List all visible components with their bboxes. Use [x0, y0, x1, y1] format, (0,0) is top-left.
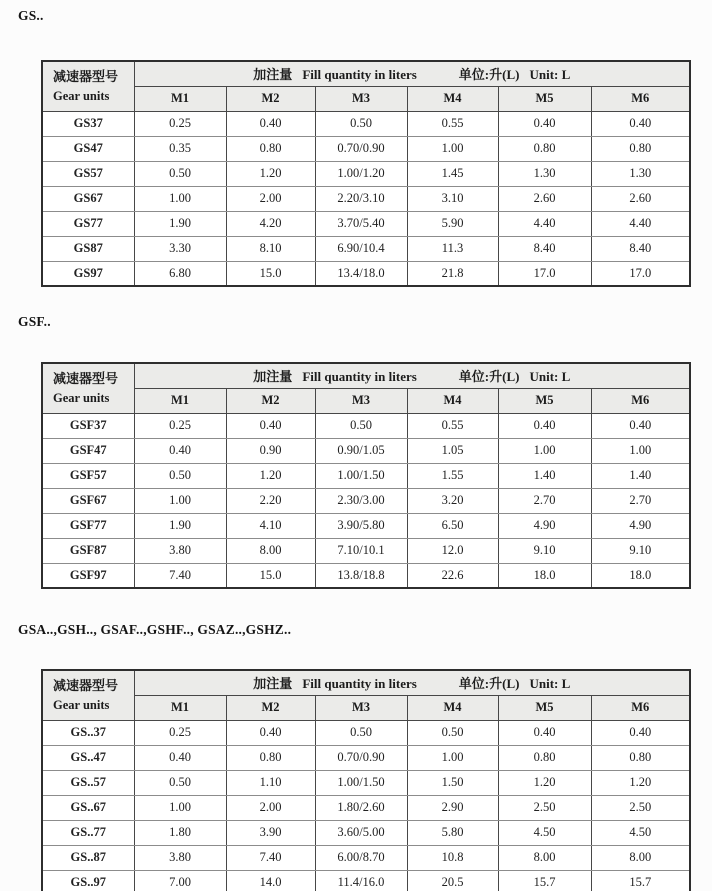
fill-value-cell: 3.30 — [134, 236, 226, 261]
fill-value-cell: 0.80 — [591, 136, 690, 161]
table-body — [42, 413, 690, 588]
fill-value-cell: 3.70/5.40 — [315, 211, 407, 236]
fill-value-cell: 0.40 — [134, 438, 226, 463]
fill-value-cell: 1.00/1.50 — [315, 463, 407, 488]
unit-label-zh: 单位:升(L) — [458, 676, 520, 692]
gear-model-cell: GS97 — [42, 261, 134, 286]
fill-value-cell: 0.25 — [134, 413, 226, 438]
section-heading-gsf: GSF.. — [18, 314, 51, 329]
table-row — [42, 261, 690, 286]
table-body — [42, 111, 690, 286]
fill-value-cell: 8.40 — [498, 236, 591, 261]
fill-value-cell: 0.40 — [591, 720, 690, 745]
fill-quantity-label-en: Fill quantity in liters — [302, 67, 417, 83]
column-header-m6: M6 — [591, 388, 690, 413]
gear-model-cell: GS77 — [42, 211, 134, 236]
fill-value-cell: 13.4/18.0 — [315, 261, 407, 286]
fill-value-cell: 5.80 — [407, 820, 498, 845]
fill-value-cell: 1.55 — [407, 463, 498, 488]
fill-value-cell: 0.40 — [134, 745, 226, 770]
fill-value-cell: 5.90 — [407, 211, 498, 236]
fill-value-cell: 4.50 — [591, 820, 690, 845]
gear-model-cell: GS..97 — [42, 870, 134, 891]
gear-model-cell: GS..57 — [42, 770, 134, 795]
fill-value-cell: 3.90/5.80 — [315, 513, 407, 538]
gear-model-cell: GSF87 — [42, 538, 134, 563]
m-columns-row — [42, 388, 690, 413]
fill-value-cell: 0.40 — [226, 413, 315, 438]
fill-value-cell: 1.05 — [407, 438, 498, 463]
fill-value-cell: 0.40 — [591, 111, 690, 136]
gear-model-cell: GS47 — [42, 136, 134, 161]
table-row — [42, 211, 690, 236]
unit-label-en: Unit: L — [529, 369, 571, 385]
table-row — [42, 563, 690, 588]
fill-value-cell: 9.10 — [591, 538, 690, 563]
fill-value-cell: 7.40 — [226, 845, 315, 870]
table-row — [42, 745, 690, 770]
gear-units-header — [42, 363, 134, 413]
gear-units-label-zh: 减速器型号 — [53, 68, 119, 84]
section-heading-gsa-gsh: GSA..,GSH.., GSAF..,GSHF.., GSAZ..,GSHZ.. — [18, 622, 292, 637]
fill-value-cell: 17.0 — [498, 261, 591, 286]
table-row — [42, 795, 690, 820]
fill-value-cell: 0.40 — [498, 720, 591, 745]
fill-value-cell: 21.8 — [407, 261, 498, 286]
fill-value-cell: 0.50 — [315, 413, 407, 438]
unit-label-en: Unit: L — [529, 67, 571, 83]
unit-label-zh: 单位:升(L) — [458, 67, 520, 83]
column-header-m3: M3 — [315, 695, 407, 720]
fill-value-cell: 1.00/1.20 — [315, 161, 407, 186]
fill-value-cell: 0.50 — [134, 463, 226, 488]
fill-value-cell: 14.0 — [226, 870, 315, 891]
fill-value-cell: 0.55 — [407, 111, 498, 136]
m-columns-row — [42, 86, 690, 111]
fill-value-cell: 1.80 — [134, 820, 226, 845]
gear-units-header — [42, 670, 134, 720]
fill-value-cell: 0.35 — [134, 136, 226, 161]
unit-label-zh: 单位:升(L) — [458, 369, 520, 385]
fill-value-cell: 1.80/2.60 — [315, 795, 407, 820]
gear-model-cell: GSF67 — [42, 488, 134, 513]
fill-value-cell: 1.50 — [407, 770, 498, 795]
fill-value-cell: 2.00 — [226, 795, 315, 820]
table-row — [42, 770, 690, 795]
fill-value-cell: 20.5 — [407, 870, 498, 891]
fill-value-cell: 15.0 — [226, 261, 315, 286]
fill-value-cell: 1.90 — [134, 211, 226, 236]
fill-value-cell: 4.20 — [226, 211, 315, 236]
fill-value-cell: 8.00 — [498, 845, 591, 870]
fill-value-cell: 1.45 — [407, 161, 498, 186]
fill-value-cell: 1.00 — [407, 745, 498, 770]
column-header-m2: M2 — [226, 388, 315, 413]
fill-value-cell: 2.00 — [226, 186, 315, 211]
column-header-m5: M5 — [498, 695, 591, 720]
fill-value-cell: 4.90 — [591, 513, 690, 538]
fill-value-cell: 4.50 — [498, 820, 591, 845]
column-header-m2: M2 — [226, 86, 315, 111]
fill-value-cell: 1.00 — [591, 438, 690, 463]
fill-value-cell: 7.40 — [134, 563, 226, 588]
fill-value-cell: 2.20/3.10 — [315, 186, 407, 211]
fill-quantity-header — [134, 363, 690, 388]
fill-value-cell: 0.25 — [134, 111, 226, 136]
column-header-m4: M4 — [407, 695, 498, 720]
fill-value-cell: 7.10/10.1 — [315, 538, 407, 563]
fill-value-cell: 1.40 — [591, 463, 690, 488]
fill-value-cell: 6.50 — [407, 513, 498, 538]
fill-value-cell: 1.00 — [134, 186, 226, 211]
fill-value-cell: 15.7 — [591, 870, 690, 891]
table-header — [42, 61, 690, 111]
fill-value-cell: 1.00 — [407, 136, 498, 161]
fill-value-cell: 0.50 — [315, 720, 407, 745]
fill-value-cell: 2.70 — [498, 488, 591, 513]
table-body — [42, 720, 690, 891]
fill-value-cell: 1.10 — [226, 770, 315, 795]
fill-value-cell: 22.6 — [407, 563, 498, 588]
gear-units-label-zh: 减速器型号 — [53, 677, 119, 693]
fill-value-cell: 8.00 — [226, 538, 315, 563]
fill-value-cell: 2.70 — [591, 488, 690, 513]
section-heading-gs: GS.. — [18, 8, 44, 23]
fill-quantity-label-en: Fill quantity in liters — [302, 369, 417, 385]
fill-quantity-header — [134, 670, 690, 695]
fill-value-cell: 8.40 — [591, 236, 690, 261]
table-row — [42, 111, 690, 136]
gear-model-cell: GS..87 — [42, 845, 134, 870]
gear-units-label-en: Gear units — [53, 88, 110, 103]
column-header-m3: M3 — [315, 86, 407, 111]
gear-model-cell: GSF47 — [42, 438, 134, 463]
fill-quantity-label-zh: 加注量 — [253, 67, 293, 83]
fill-value-cell: 0.80 — [591, 745, 690, 770]
fill-value-cell: 11.3 — [407, 236, 498, 261]
fill-value-cell: 7.00 — [134, 870, 226, 891]
fill-value-cell: 0.50 — [315, 111, 407, 136]
gear-units-label-en: Gear units — [53, 390, 110, 405]
gear-model-cell: GSF37 — [42, 413, 134, 438]
fill-value-cell: 2.30/3.00 — [315, 488, 407, 513]
column-header-m3: M3 — [315, 388, 407, 413]
fill-value-cell: 0.40 — [498, 413, 591, 438]
fill-value-cell: 1.20 — [226, 161, 315, 186]
fill-value-cell: 0.90/1.05 — [315, 438, 407, 463]
gear-model-cell: GS..67 — [42, 795, 134, 820]
fill-value-cell: 1.30 — [591, 161, 690, 186]
fill-value-cell: 6.80 — [134, 261, 226, 286]
fill-value-cell: 1.20 — [498, 770, 591, 795]
fill-value-cell: 1.40 — [498, 463, 591, 488]
fill-value-cell: 0.40 — [591, 413, 690, 438]
table-row — [42, 870, 690, 891]
column-header-m2: M2 — [226, 695, 315, 720]
fill-value-cell: 0.80 — [226, 136, 315, 161]
fill-value-cell: 13.8/18.8 — [315, 563, 407, 588]
fill-value-cell: 0.25 — [134, 720, 226, 745]
unit-label-en: Unit: L — [529, 676, 571, 692]
fill-value-cell: 1.20 — [226, 463, 315, 488]
fill-value-cell: 12.0 — [407, 538, 498, 563]
fill-value-cell: 2.50 — [498, 795, 591, 820]
fill-value-cell: 1.00 — [134, 795, 226, 820]
fill-value-cell: 0.80 — [498, 136, 591, 161]
table-row — [42, 236, 690, 261]
fill-value-cell: 0.50 — [134, 161, 226, 186]
fill-value-cell: 0.70/0.90 — [315, 136, 407, 161]
fill-value-cell: 0.40 — [226, 720, 315, 745]
table-row — [42, 538, 690, 563]
fill-value-cell: 2.60 — [591, 186, 690, 211]
fill-value-cell: 9.10 — [498, 538, 591, 563]
column-header-m1: M1 — [134, 86, 226, 111]
gear-model-cell: GSF57 — [42, 463, 134, 488]
column-header-m6: M6 — [591, 695, 690, 720]
fill-value-cell: 0.80 — [498, 745, 591, 770]
fill-value-cell: 1.30 — [498, 161, 591, 186]
gear-model-cell: GS..37 — [42, 720, 134, 745]
fill-value-cell: 0.40 — [226, 111, 315, 136]
table-row — [42, 438, 690, 463]
gear-units-label-en: Gear units — [53, 697, 110, 712]
column-header-m1: M1 — [134, 388, 226, 413]
table-header — [42, 670, 690, 720]
column-header-m5: M5 — [498, 388, 591, 413]
fill-value-cell: 17.0 — [591, 261, 690, 286]
gear-units-label-zh: 减速器型号 — [53, 370, 119, 386]
fill-value-cell: 3.80 — [134, 845, 226, 870]
fill-quantity-table-gsf — [41, 362, 691, 589]
table-row — [42, 488, 690, 513]
fill-quantity-header — [134, 61, 690, 86]
fill-value-cell: 8.10 — [226, 236, 315, 261]
fill-value-cell: 15.7 — [498, 870, 591, 891]
fill-value-cell: 1.20 — [591, 770, 690, 795]
gear-model-cell: GSF97 — [42, 563, 134, 588]
fill-value-cell: 2.20 — [226, 488, 315, 513]
fill-quantity-table-gs — [41, 60, 691, 287]
fill-value-cell: 3.90 — [226, 820, 315, 845]
column-header-m5: M5 — [498, 86, 591, 111]
column-header-m6: M6 — [591, 86, 690, 111]
fill-value-cell: 8.00 — [591, 845, 690, 870]
m-columns-row — [42, 695, 690, 720]
fill-value-cell: 0.50 — [134, 770, 226, 795]
fill-value-cell: 4.40 — [498, 211, 591, 236]
fill-value-cell: 11.4/16.0 — [315, 870, 407, 891]
fill-value-cell: 4.90 — [498, 513, 591, 538]
fill-value-cell: 0.80 — [226, 745, 315, 770]
fill-value-cell: 0.50 — [407, 720, 498, 745]
fill-value-cell: 1.00 — [498, 438, 591, 463]
table-header — [42, 363, 690, 413]
gear-model-cell: GS57 — [42, 161, 134, 186]
fill-quantity-table-gsa-gsh — [41, 669, 691, 891]
fill-quantity-label-zh: 加注量 — [253, 676, 293, 692]
fill-value-cell: 6.00/8.70 — [315, 845, 407, 870]
column-header-m4: M4 — [407, 86, 498, 111]
fill-value-cell: 4.40 — [591, 211, 690, 236]
gear-model-cell: GS37 — [42, 111, 134, 136]
table-row — [42, 186, 690, 211]
fill-value-cell: 0.70/0.90 — [315, 745, 407, 770]
fill-value-cell: 3.10 — [407, 186, 498, 211]
fill-value-cell: 10.8 — [407, 845, 498, 870]
fill-value-cell: 2.60 — [498, 186, 591, 211]
table-row — [42, 845, 690, 870]
gear-model-cell: GSF77 — [42, 513, 134, 538]
fill-value-cell: 18.0 — [498, 563, 591, 588]
column-header-m1: M1 — [134, 695, 226, 720]
gear-units-header — [42, 61, 134, 111]
fill-value-cell: 1.00 — [134, 488, 226, 513]
fill-value-cell: 15.0 — [226, 563, 315, 588]
fill-value-cell: 1.00/1.50 — [315, 770, 407, 795]
fill-value-cell: 2.90 — [407, 795, 498, 820]
fill-value-cell: 18.0 — [591, 563, 690, 588]
table-row — [42, 161, 690, 186]
fill-quantity-label-zh: 加注量 — [253, 369, 293, 385]
column-header-m4: M4 — [407, 388, 498, 413]
fill-value-cell: 3.80 — [134, 538, 226, 563]
table-row — [42, 720, 690, 745]
gear-model-cell: GS67 — [42, 186, 134, 211]
fill-value-cell: 0.90 — [226, 438, 315, 463]
fill-value-cell: 1.90 — [134, 513, 226, 538]
fill-value-cell: 6.90/10.4 — [315, 236, 407, 261]
fill-value-cell: 0.40 — [498, 111, 591, 136]
fill-value-cell: 2.50 — [591, 795, 690, 820]
fill-value-cell: 4.10 — [226, 513, 315, 538]
table-row — [42, 820, 690, 845]
table-row — [42, 136, 690, 161]
table-row — [42, 513, 690, 538]
gear-model-cell: GS87 — [42, 236, 134, 261]
gear-model-cell: GS..77 — [42, 820, 134, 845]
table-row — [42, 413, 690, 438]
fill-value-cell: 3.60/5.00 — [315, 820, 407, 845]
table-row — [42, 463, 690, 488]
fill-quantity-label-en: Fill quantity in liters — [302, 676, 417, 692]
fill-value-cell: 3.20 — [407, 488, 498, 513]
gear-model-cell: GS..47 — [42, 745, 134, 770]
fill-value-cell: 0.55 — [407, 413, 498, 438]
